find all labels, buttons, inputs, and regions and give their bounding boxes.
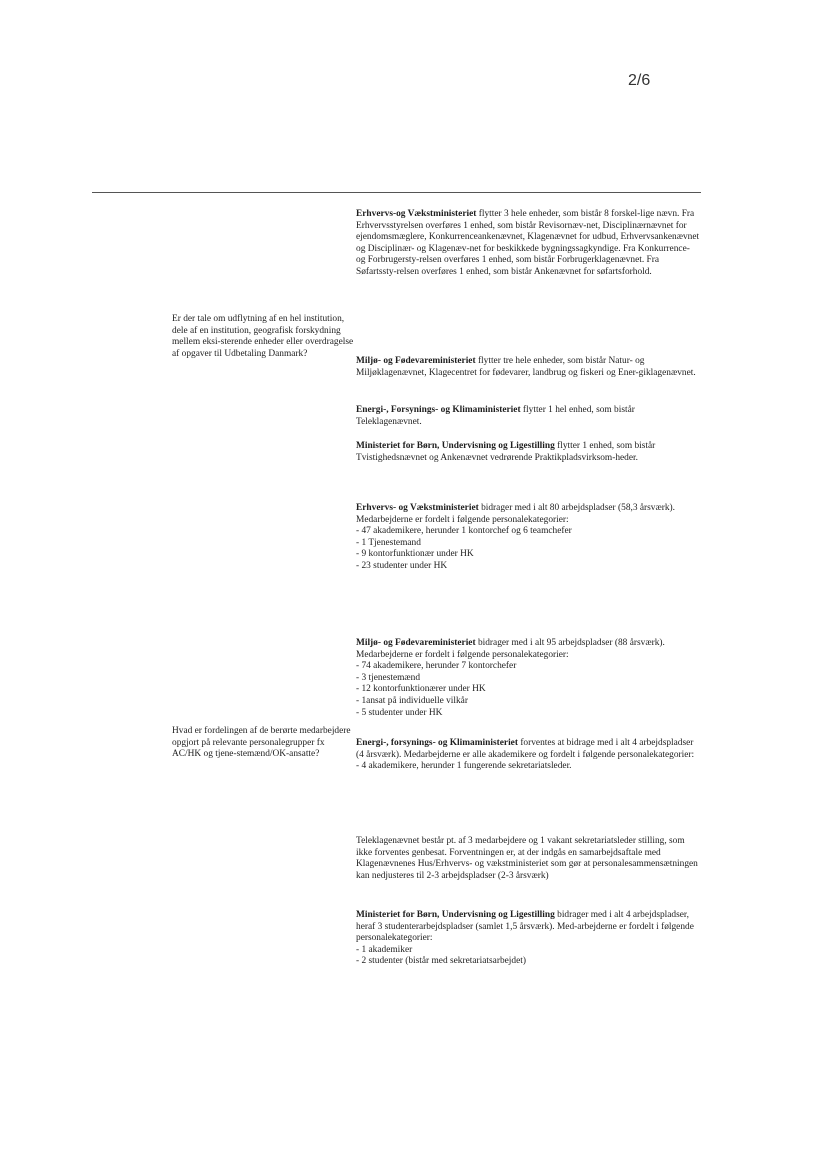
ministry-name: Ministeriet for Børn, Undervisning og Ligestilling [356, 910, 555, 920]
header-divider [92, 192, 701, 193]
answer-text: flytter tre hele enheder, som bistår Natur- og Miljøklagenævnet, Klagecentret for fødevarer, landbrug og fiskeri og Ener-giklagenævnet. [356, 356, 696, 378]
answer-text: bidrager med i alt 4 arbejdspladser, heraf 3 studenterarbejdspladser (samlet 1,5 årsværk). Med-arbejderne er fordelt i følgende personalekategorier: [356, 910, 694, 944]
list-item: - 2 studenter (bistår med sekretariatsarbejdet) [356, 956, 526, 967]
answer-efkm-staff [356, 738, 701, 773]
question-staff-distribution: Hvad er fordelingen af de berørte medarbejdere opgjort på relevante personalegrupper fx AC/HK og tjene-stemænd/OK-ansatte? [172, 726, 351, 760]
list-item: - 1 Tjenestemand [356, 537, 421, 548]
ministry-name: Ministeriet for Børn, Undervisning og Ligestilling [356, 441, 555, 451]
page-number: 2/6 [628, 72, 651, 89]
ministry-name: Erhvervs- og Vækstministeriet [356, 503, 479, 513]
list-item: - 12 kontorfunktionærer under HK [356, 684, 486, 695]
answer-evm-units [356, 209, 701, 279]
answer-text: forventes at bidrage med i alt 4 arbejdspladser (4 årsværk). Medarbejderne er alle akademikere og fordelt i følgende personalekategorier: [356, 738, 695, 760]
list-item: - 5 studenter under HK [356, 707, 443, 718]
list-item: - 1 akademiker [356, 944, 413, 955]
answer-evm-staff [356, 503, 701, 573]
answer-mfvm-units [356, 356, 701, 379]
list-item: - 3 tjenestemænd [356, 672, 421, 683]
list-item: - 9 kontorfunktionær under HK [356, 549, 474, 560]
answer-buvm-units [356, 441, 701, 464]
list-item: - 1ansat på individuelle vilkår [356, 695, 468, 706]
question-relocation-type: Er der tale om udflytning af en hel institution, dele af en institution, geografisk forskydning mellem eksi-sterende enheder eller overdragelse af opgaver til Udbetaling Danmark? [172, 314, 354, 359]
answer-efkm-units [356, 405, 701, 428]
list-item: - 47 akademikere, herunder 1 kontorchef og 6 teamchefer [356, 526, 572, 537]
answer-text: bidrager med i alt 80 arbejdspladser (58,3 årsværk). Medarbejderne er fordelt i følgende personalekategorier: [356, 503, 676, 525]
answer-mfvm-staff [356, 638, 701, 719]
ministry-name: Miljø- og Fødevareministeriet [356, 638, 476, 648]
ministry-name: Erhvervs-og Vækstministeriet [356, 209, 477, 219]
answer-teleklage-note: Teleklagenævnet består pt. af 3 medarbejdere og 1 vakant sekretariatsleder stilling, som ikke forventes genbesat. Forventningen er, at der indgås en samarbejdsaftale med Klagenævnenes Hus/Erhvervs- og vækstministeriet som gør at personalesammensætningen kan nedjusteres til 2-3 arbejdspladser (2-3 årsværk) [356, 836, 698, 881]
answer-buvm-staff [356, 910, 701, 968]
ministry-name: Miljø- og Fødevareministeriet [356, 356, 476, 366]
ministry-name: Energi-, Forsynings- og Klimaministeriet [356, 405, 521, 415]
answer-text: bidrager med i alt 95 arbejdspladser (88 årsværk). Medarbejderne er fordelt i følgende personalekategorier: [356, 638, 665, 660]
list-item: - 74 akademikere, herunder 7 kontorchefer [356, 661, 517, 672]
list-item: - 4 akademikere, herunder 1 fungerende sekretariatsleder. [356, 761, 572, 772]
answer-text: flytter 1 enhed, som bistår Tvistighedsnævnet og Ankenævnet vedrørende Praktikpladsvirksom-heder. [356, 441, 656, 463]
answer-text: flytter 3 hele enheder, som bistår 8 forskel-lige nævn. Fra Erhvervsstyrelsen overføres 1 enhed, som bistår Revisornæv-net, Disciplinærnævnet for ejendomsmæglere, Konkurrenceankenævnet, Klagenævnet for udbud, Erhvervsankenævnet og Disciplinær- og Klagenæv-net for beskikkede bygningssagkyndige. Fra Konkurrence- og Forbrugersty-relsen overføres 1 enhed, som bistår Forbrugerklagenævnet. Fra Søfartssty-relsen overføres 1 enhed, som bistår Ankenævnet for søfartsforhold. [356, 209, 700, 277]
list-item: - 23 studenter under HK [356, 560, 448, 571]
ministry-name: Energi-, forsynings- og Klimaministeriet [356, 738, 518, 748]
answer-text: flytter 1 hel enhed, som bistår Teleklagenævnet. [356, 405, 635, 427]
